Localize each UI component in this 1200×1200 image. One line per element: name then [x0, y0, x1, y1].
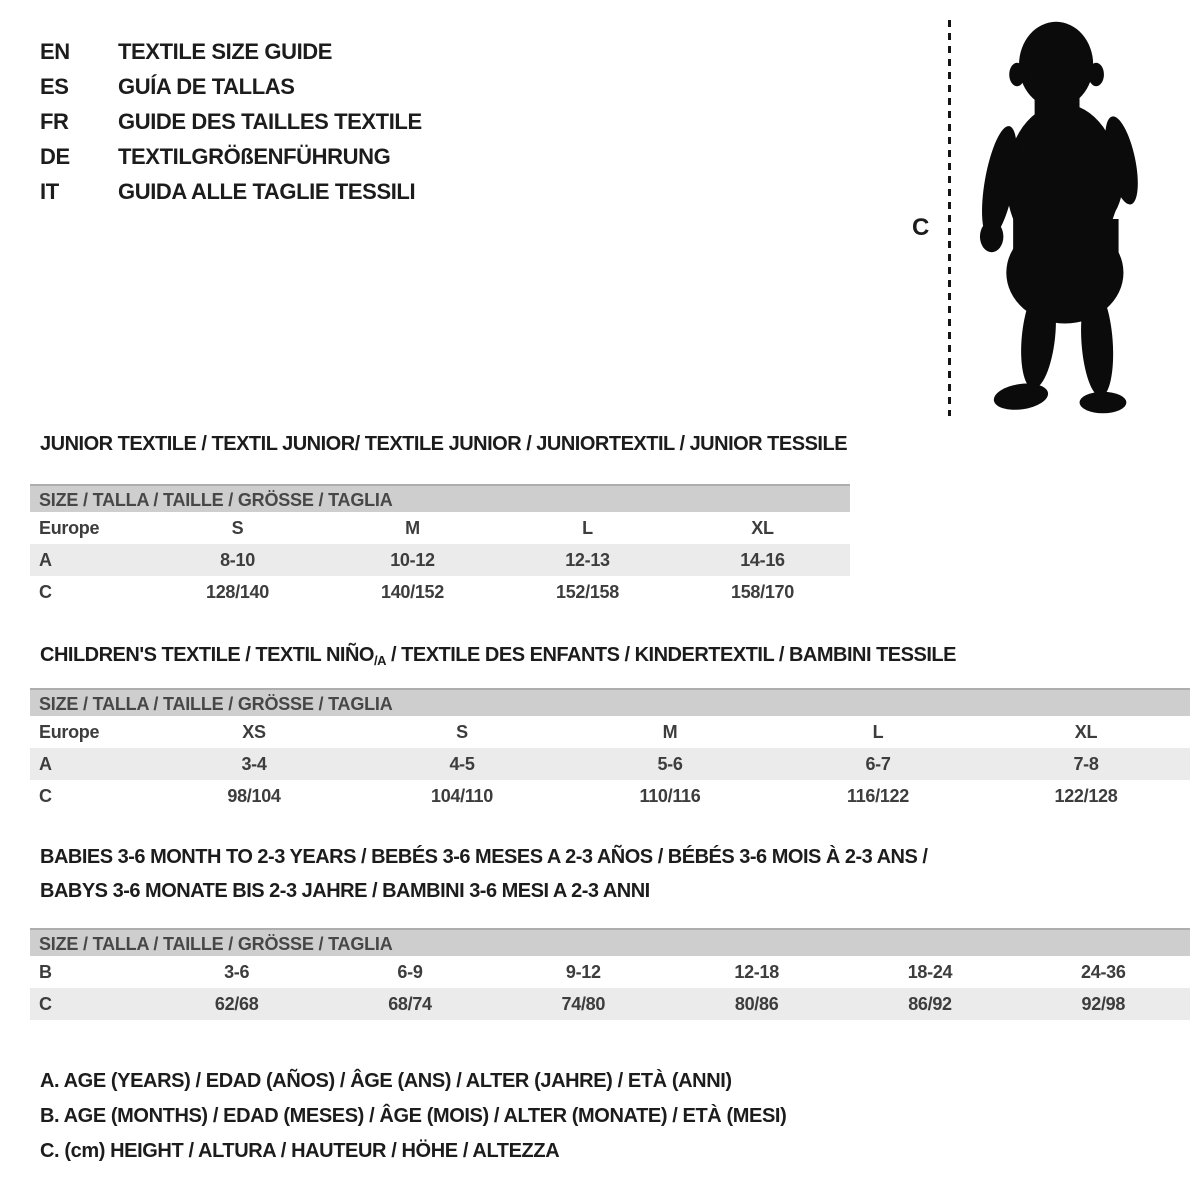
guide-title-fr: GUIDE DES TAILLES TEXTILE: [118, 108, 422, 134]
legend-line-a: A. AGE (YEARS) / EDAD (AÑOS) / ÂGE (ANS) / ALTER (JAHRE) / ETÀ (ANNI): [40, 1070, 732, 1092]
table-cell: 68/74: [388, 994, 432, 1014]
table-cell: 74/80: [561, 994, 606, 1014]
guide-title-en: TEXTILE SIZE GUIDE: [118, 38, 333, 64]
row-label: C: [39, 786, 52, 806]
row-label: C: [39, 994, 52, 1014]
table-cell: 10-12: [390, 550, 435, 570]
legend-line-c: C. (cm) HEIGHT / ALTURA / HAUTEUR / HÖHE / ALTEZZA: [40, 1140, 560, 1162]
table-cell: 6-7: [865, 754, 891, 774]
children-height-row: [30, 780, 1190, 812]
table-cell: 128/140: [206, 582, 269, 602]
row-label: B: [39, 962, 52, 982]
table-cell: 12-13: [565, 550, 610, 570]
height-measure-label: C: [912, 214, 930, 241]
language-code: FR: [40, 108, 69, 134]
baby-silhouette-icon: [955, 14, 1165, 424]
language-code: IT: [40, 178, 59, 204]
language-row: [40, 174, 422, 209]
language-row: [40, 34, 422, 69]
column-header: S: [456, 722, 468, 742]
junior-age-row: [30, 544, 850, 576]
table-cell: 152/158: [556, 582, 619, 602]
row-label: C: [39, 582, 52, 602]
language-code: EN: [40, 38, 70, 64]
table-cell: 110/116: [639, 786, 701, 806]
legend-line-b: B. AGE (MONTHS) / EDAD (MESES) / ÂGE (MOIS) / ALTER (MONATE) / ETÀ (MESI): [40, 1105, 787, 1127]
row-label: A: [39, 550, 52, 570]
table-cell: 86/92: [908, 994, 952, 1014]
guide-title-de: TEXTILGRÖßENFÜHRUNG: [118, 143, 391, 169]
children-title-sub: /A: [373, 653, 386, 668]
language-guide-list: [40, 34, 422, 209]
children-size-header-bar: SIZE / TALLA / TAILLE / GRÖSSE / TAGLIA: [30, 688, 1190, 716]
babies-title-line1: BABIES 3-6 MONTH TO 2-3 YEARS / BEBÉS 3-6 MESES A 2-3 AÑOS / BÉBÉS 3-6 MOIS À 2-3 ANS /: [40, 846, 928, 868]
table-cell: 92/98: [1081, 994, 1126, 1014]
measure-legend: [40, 1070, 786, 1175]
guide-title-it: GUIDA ALLE TAGLIE TESSILI: [118, 178, 416, 204]
table-cell: 80/86: [734, 994, 779, 1014]
language-code: ES: [40, 73, 69, 99]
table-cell: 140/152: [381, 582, 444, 602]
babies-title-line2: BABYS 3-6 MONATE BIS 2-3 JAHRE / BAMBINI 3-6 MESI A 2-3 ANNI: [40, 880, 650, 902]
table-cell: 9-12: [565, 962, 601, 982]
junior-size-table: [30, 484, 850, 608]
column-header: Europe: [39, 722, 100, 742]
column-header: L: [872, 722, 884, 742]
table-cell: 158/170: [731, 582, 794, 602]
babies-section-title: [40, 840, 927, 908]
junior-section-title: JUNIOR TEXTILE / TEXTIL JUNIOR/ TEXTILE JUNIOR / JUNIORTEXTIL / JUNIOR TESSILE: [40, 433, 848, 455]
table-cell: 18-24: [907, 962, 953, 982]
table-cell: 62/68: [214, 994, 259, 1014]
guide-title-es: GUÍA DE TALLAS: [118, 73, 295, 99]
babies-size-header-bar: SIZE / TALLA / TAILLE / GRÖSSE / TAGLIA: [30, 928, 1190, 956]
babies-size-table: [30, 928, 1190, 1020]
children-title-text: CHILDREN'S TEXTILE / TEXTIL NIÑO: [40, 644, 374, 666]
table-cell: 12-18: [734, 962, 779, 982]
language-row: [40, 139, 422, 174]
column-header: M: [405, 518, 420, 538]
table-cell: 4-5: [449, 754, 475, 774]
column-header: XL: [751, 518, 774, 538]
children-title-text: / TEXTILE DES ENFANTS / KINDERTEXTIL / BAMBINI TESSILE: [385, 644, 956, 666]
table-cell: 116/122: [847, 786, 909, 806]
children-section-title: [40, 643, 956, 673]
table-cell: 5-6: [657, 754, 683, 774]
children-age-row: [30, 748, 1190, 780]
babies-months-row: [30, 956, 1190, 988]
table-cell: 98/104: [227, 786, 281, 806]
column-header: XL: [1074, 722, 1098, 742]
junior-column-header-row: [30, 512, 850, 544]
table-cell: 3-6: [224, 962, 250, 982]
table-cell: 6-9: [397, 962, 423, 982]
column-header: Europe: [39, 518, 100, 538]
table-cell: 14-16: [740, 550, 785, 570]
language-code: DE: [40, 143, 70, 169]
column-header: M: [662, 722, 678, 742]
children-column-header-row: [30, 716, 1190, 748]
language-row: [40, 104, 422, 139]
table-cell: 8-10: [220, 550, 255, 570]
junior-height-row: [30, 576, 850, 608]
table-cell: 24-36: [1081, 962, 1126, 982]
row-label: A: [39, 754, 52, 774]
children-size-table: [30, 688, 1190, 812]
table-cell: 122/128: [1054, 786, 1118, 806]
table-cell: 104/110: [431, 786, 493, 806]
column-header: L: [582, 518, 593, 538]
table-cell: 7-8: [1073, 754, 1099, 774]
table-cell: 3-4: [241, 754, 267, 774]
language-row: [40, 69, 422, 104]
height-measure-dashed-line: [948, 20, 951, 416]
column-header: XS: [242, 722, 266, 742]
babies-height-row: [30, 988, 1190, 1020]
column-header: S: [231, 518, 244, 538]
junior-size-header-bar: SIZE / TALLA / TAILLE / GRÖSSE / TAGLIA: [30, 484, 850, 512]
